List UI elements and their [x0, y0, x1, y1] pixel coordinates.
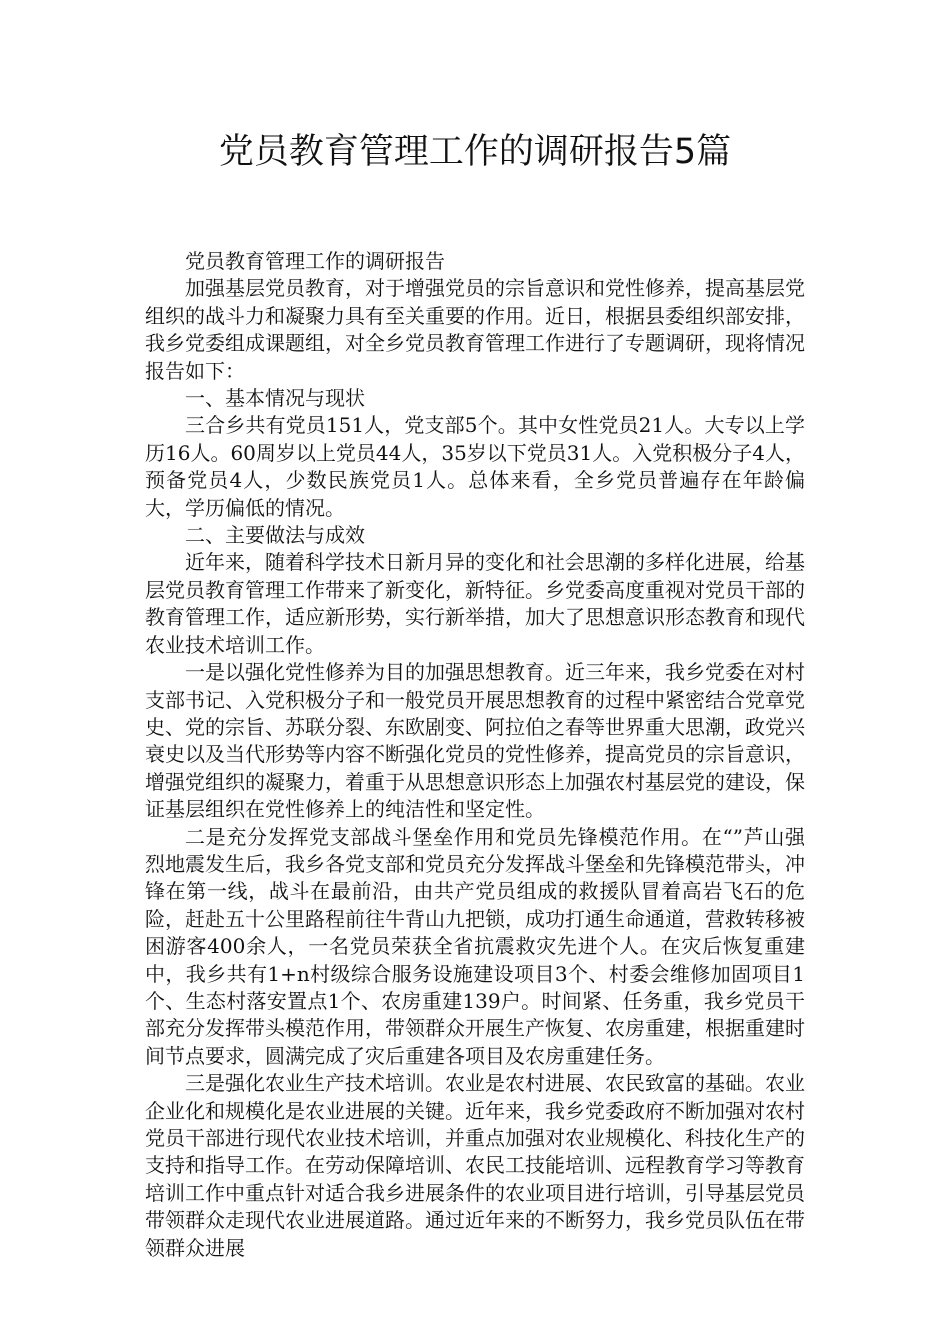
paragraph-basic-situation: 三合乡共有党员151人，党支部5个。其中女性党员21人。大专以上学历16人。60周岁以上党员44人，35岁以下党员31人。入党积极分子4人，预备党员4人，少数民族党员1人。总体来看，全乡党员普遍存在年龄偏大，学历偏低的情况。 [145, 413, 805, 520]
paragraph-subtitle: 党员教育管理工作的调研报告 [185, 249, 445, 273]
paragraph-point-one: 一是以强化党性修养为目的加强思想教育。近三年来，我乡党委在对村支部书记、入党积极分子和一般党员开展思想教育的过程中紧密结合党章党史、党的宗旨、苏联分裂、东欧剧变、阿拉伯之春等世界重大思潮，政党兴衰史以及当代形势等内容不断强化党员的党性修养，提高党员的宗旨意识，增强党组织的凝聚力，着重于从思想意识形态上加强农村基层党的建设，保证基层组织在党性修养上的纯洁性和坚定性。 [145, 660, 805, 822]
paragraph-practices-overview: 近年来，随着科学技术日新月异的变化和社会思潮的多样化进展，给基层党员教育管理工作带来了新变化，新特征。乡党委高度重视对党员干部的教育管理工作，适应新形势，实行新举措，加大了思想意识形态教育和现代农业技术培训工作。 [145, 550, 805, 657]
paragraph-intro: 加强基层党员教育，对于增强党员的宗旨意识和党性修养，提高基层党组织的战斗力和凝聚力具有至关重要的作用。近日，根据县委组织部安排，我乡党委组成课题组，对全乡党员教育管理工作进行了专题调研，现将情况报告如下： [145, 276, 805, 383]
paragraph-point-two: 二是充分发挥党支部战斗堡垒作用和党员先锋模范作用。在“”芦山强烈地震发生后，我乡各党支部和党员充分发挥战斗堡垒和先锋模范带头，冲锋在第一线，战斗在最前沿，由共产党员组成的救援队冒着高岩飞石的危险，赶赴五十公里路程前往牛背山九把锁，成功打通生命通道，营救转移被困游客400余人，一名党员荣获全省抗震救灾先进个人。在灾后恢复重建中，我乡共有1+n村级综合服务设施建设项目3个、村委会维修加固项目1个、生态村落安置点1个、农房重建139户。时间紧、任务重，我乡党员干部充分发挥带头模范作用，带领群众开展生产恢复、农房重建，根据重建时间节点要求，圆满完成了灾后重建各项目及农房重建任务。 [145, 824, 805, 1068]
section-heading-main-practices: 二、主要做法与成效 [185, 523, 365, 548]
paragraph-point-three: 三是强化农业生产技术培训。农业是农村进展、农民致富的基础。农业企业化和规模化是农业进展的关键。近年来，我乡党委政府不断加强对农村党员干部进行现代农业技术培训，并重点加强对农业规模化、科技化生产的支持和指导工作。在劳动保障培训、农民工技能培训、远程教育学习等教育培训工作中重点针对适合我乡进展条件的农业项目进行培训，引导基层党员带领群众走现代农业进展道路。通过近年来的不断努力，我乡党员队伍在带领群众进展 [145, 1071, 805, 1260]
section-heading-basic-situation: 一、基本情况与现状 [185, 386, 365, 411]
document-title: 党员教育管理工作的调研报告5篇 [218, 132, 732, 172]
document-body [145, 248, 805, 1262]
